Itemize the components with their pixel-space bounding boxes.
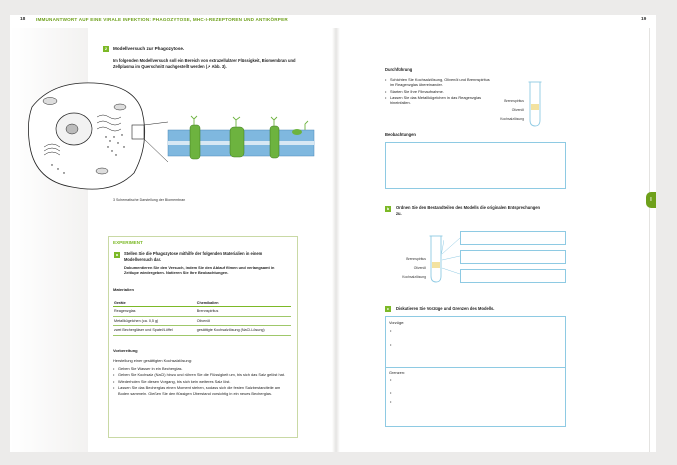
table-header: Geräte bbox=[113, 299, 196, 307]
table-header-row bbox=[113, 299, 291, 307]
materials-table bbox=[113, 299, 291, 336]
tube-label: Olivenöl bbox=[511, 108, 524, 112]
list-item: • Wiederholen Sie diesen Vorgang, bis sich kein weiteres Salz löst. bbox=[113, 379, 289, 384]
bullet: • bbox=[390, 390, 392, 395]
list-item: • Schichten Sie Kochsalzlösung, Olivenöl und Brennspiritus im Reagenzglas übereinander. bbox=[385, 77, 490, 88]
model-label: Kochsalzlösung bbox=[402, 275, 426, 279]
table-header: Chemikalien bbox=[196, 299, 291, 307]
biomembrane-figure bbox=[22, 77, 322, 197]
bullet: • bbox=[390, 377, 392, 382]
tube-label: Kochsalzlösung bbox=[500, 117, 524, 121]
observations-field[interactable] bbox=[385, 142, 566, 189]
task-text: Im folgenden Modellversuch soll ein Bereich von extrazellulärer Flüssigkeit, Biomembran und Zellplasma im Querschnitt nachgestellt werden (↗ Abb. 3). bbox=[113, 58, 296, 69]
list-item: • Lassen Sie das Metallkügelchen in das Reagenzglas hineinfallen. bbox=[385, 95, 490, 106]
book-gutter bbox=[332, 28, 340, 452]
bullet: • bbox=[390, 328, 392, 333]
list-item: • Lassen Sie das Becherglas einen Moment stehen, sodass sich die festen Salzbestandteile am Boden sammeln. Gießen Sie den flüssigen Überstand vorsichtig in ein neues Becherglas. bbox=[113, 385, 289, 396]
subtask-text: Dokumentieren Sie den Versuch, indem Sie den Ablauf filmen und verlangsamt in Zeitlupe wiedergeben. Notieren Sie Ihre Beobachtungen. bbox=[124, 265, 275, 276]
task-c-badge: c bbox=[386, 306, 390, 311]
subtask-title: Stellen Sie die Phagozytose mithilfe der folgenden Materialien in einem Modellversuch dar. bbox=[124, 251, 263, 262]
table-cell: Reagenzglas bbox=[113, 307, 196, 317]
test-tube-1 bbox=[527, 80, 543, 128]
table-cell: zwei Bechergläser und Spatel/Löffel bbox=[113, 326, 196, 336]
chapter-tab: I bbox=[646, 192, 656, 208]
answer-field[interactable] bbox=[460, 250, 566, 264]
bullet: • bbox=[390, 342, 392, 347]
list-item: • Geben Sie Kochsalz (NaCl) hinzu und rühren Sie die Flüssigkeit um, bis sich das Salz gelöst hat. bbox=[113, 372, 289, 377]
pros-label: Vorzüge: bbox=[389, 320, 405, 325]
mitochondrion bbox=[96, 168, 108, 174]
prep-steps-list bbox=[113, 366, 289, 397]
procedure-heading: Durchführung bbox=[385, 67, 413, 72]
subtask-badge: a bbox=[115, 252, 119, 257]
task-b-text: Ordnen Sie den Bestandteilen des Modells die originalen Entsprechungen zu. bbox=[396, 205, 540, 216]
list-item: • Geben Sie Wasser in ein Becherglas. bbox=[113, 366, 289, 371]
table-row bbox=[113, 316, 291, 326]
right-margin-line bbox=[649, 28, 650, 452]
prep-heading: Vorbereitung bbox=[113, 348, 138, 353]
task-b-badge: b bbox=[386, 206, 390, 211]
mitochondrion bbox=[43, 98, 57, 105]
procedure-list bbox=[385, 77, 490, 107]
mitochondrion bbox=[114, 104, 126, 110]
nucleolus bbox=[66, 124, 78, 134]
materials-heading: Materialien bbox=[113, 287, 134, 292]
experiment-label: EXPERIMENT bbox=[113, 240, 143, 245]
running-header: IMMUNANTWORT AUF EINE VIRALE INFEKTION: PHAGOZYTOSE, MHC-I-REZEPTOREN UND ANTIKÖRPER bbox=[36, 17, 288, 22]
observations-heading: Beobachtungen bbox=[385, 132, 416, 137]
page-number-left: 18 bbox=[20, 17, 26, 22]
tube-label: Brennspiritus bbox=[504, 99, 524, 103]
task-number-badge: 2 bbox=[104, 46, 108, 51]
table-row bbox=[113, 326, 291, 336]
discussion-box[interactable] bbox=[385, 316, 566, 427]
answer-field[interactable] bbox=[460, 231, 566, 245]
table-cell: Brennspiritus bbox=[196, 307, 291, 317]
list-item: • Starten Sie Ihre Filmaufnahme. bbox=[385, 89, 490, 94]
model-label: Brennspiritus bbox=[406, 257, 426, 261]
connector-lines bbox=[442, 234, 460, 288]
membrane-bilayer bbox=[168, 116, 314, 159]
task-c-text: Diskutieren Sie Vorzüge und Grenzen des Modells. bbox=[396, 306, 495, 311]
table-cell: Metallkügelchen (ca. 0,5 g) bbox=[113, 316, 196, 326]
prep-intro: Herstellung einer gesättigten Kochsalzlösung: bbox=[113, 358, 192, 363]
cons-label: Grenzen: bbox=[389, 370, 406, 375]
table-cell: gesättigte Kochsalzlösung (NaCl-Lösung) bbox=[196, 326, 291, 336]
model-label: Olivenöl bbox=[413, 266, 426, 270]
table-row bbox=[113, 307, 291, 317]
figure-caption: 3 Schematische Darstellung der Biomembran bbox=[113, 198, 186, 202]
discussion-divider bbox=[386, 367, 565, 368]
page-number-right: 19 bbox=[641, 17, 647, 22]
answer-field[interactable] bbox=[460, 269, 566, 283]
task-title: Modellversuch zur Phagozytose. bbox=[113, 46, 185, 51]
table-cell: Olivenöl bbox=[196, 316, 291, 326]
bullet: • bbox=[390, 399, 392, 404]
